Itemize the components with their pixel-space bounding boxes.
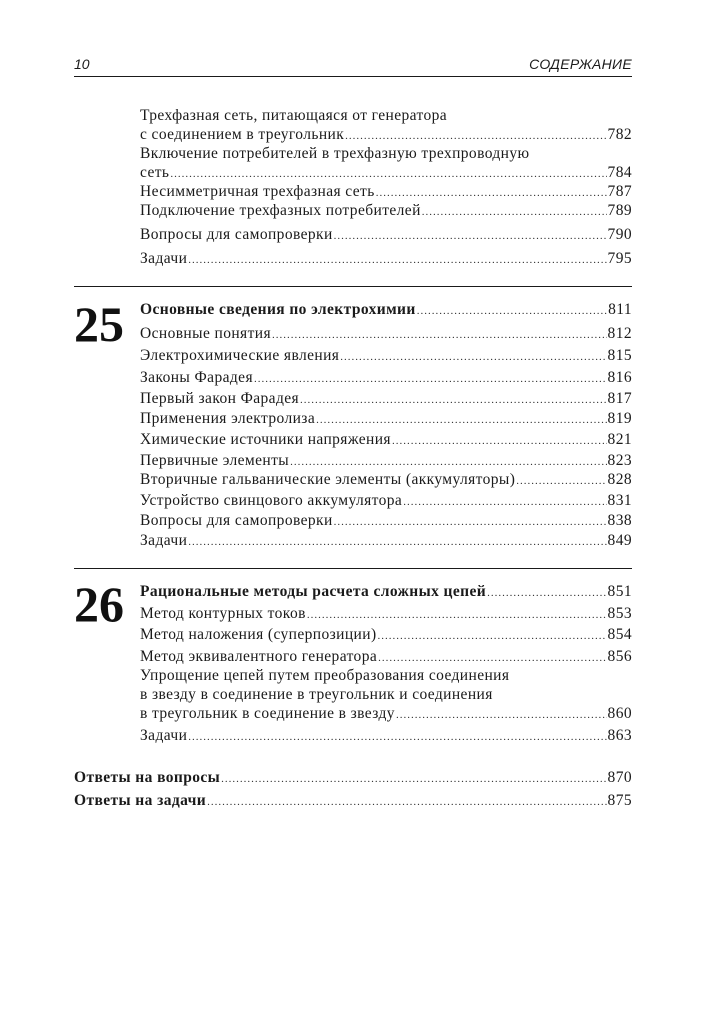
- leader-dots: [188, 728, 606, 747]
- toc-entry[interactable]: [140, 225, 632, 244]
- toc-page-number: 795: [607, 250, 632, 267]
- chapter-number: 25: [74, 296, 124, 352]
- toc-page-number: 875: [607, 792, 632, 809]
- toc-entry-text: Задачи: [140, 532, 188, 549]
- leader-dots: [221, 770, 606, 789]
- toc-page-number: 854: [607, 626, 632, 643]
- toc-entry-text: Применения электролиза: [140, 410, 316, 427]
- header-title: СОДЕРЖАНИЕ: [529, 56, 632, 72]
- toc-entry-text: Включение потребителей в трехфазную трехпроводную: [140, 145, 530, 162]
- toc-entry[interactable]: [140, 249, 632, 268]
- leader-dots: [396, 706, 607, 725]
- header-rule: [74, 76, 632, 77]
- toc-entry-text: Метод эквивалентного генератора: [140, 648, 378, 665]
- toc-entry-text: в треугольник в соединение в звезду: [140, 705, 395, 722]
- toc-page-number: 863: [607, 727, 632, 744]
- toc-page-number: 821: [607, 431, 632, 448]
- toc-page-number: 815: [607, 347, 632, 364]
- leader-dots: [254, 370, 607, 389]
- toc-entry-text: Задачи: [140, 250, 188, 267]
- toc-entry[interactable]: [140, 324, 632, 343]
- toc-entry[interactable]: [140, 368, 632, 387]
- toc-page-number: 823: [607, 452, 632, 469]
- leader-dots: [422, 203, 607, 222]
- toc-entry[interactable]: [140, 511, 632, 530]
- leader-dots: [316, 411, 606, 430]
- toc-entry-text: Упрощение цепей путем преобразования соединения: [140, 667, 510, 684]
- leader-dots: [417, 302, 607, 321]
- toc-entry-text: Основные понятия: [140, 325, 271, 342]
- toc-entry-text: с соединением в треугольник: [140, 126, 345, 143]
- leader-dots: [487, 584, 606, 603]
- chapter-title-entry[interactable]: [140, 300, 632, 319]
- leader-dots: [378, 627, 607, 646]
- toc-entry-text: Вопросы для самопроверки: [140, 512, 333, 529]
- toc-entry[interactable]: [140, 666, 632, 723]
- leader-dots: [340, 348, 606, 367]
- leader-dots: [207, 793, 606, 812]
- toc-entry-text: сеть: [140, 164, 170, 181]
- answers-title: Ответы на задачи: [74, 792, 207, 809]
- toc-entry[interactable]: [140, 346, 632, 365]
- answers-entry[interactable]: [74, 768, 632, 787]
- leader-dots: [300, 391, 607, 410]
- toc-page-number: 816: [607, 369, 632, 386]
- toc-entry-text: Подключение трехфазных потребителей: [140, 202, 421, 219]
- toc-page-number: 856: [607, 648, 632, 665]
- toc-entry[interactable]: [140, 201, 632, 220]
- leader-dots: [516, 472, 606, 491]
- toc-page-number: 831: [607, 492, 632, 509]
- toc-entry-text: Законы Фарадея: [140, 369, 253, 386]
- toc-entry[interactable]: [140, 531, 632, 550]
- leader-dots: [403, 493, 606, 512]
- leader-dots: [307, 606, 607, 625]
- toc-entry[interactable]: [140, 726, 632, 745]
- leader-dots: [334, 513, 607, 532]
- toc-page-number: 817: [607, 390, 632, 407]
- toc-page-number: 811: [608, 301, 632, 318]
- chapter-title: Рациональные методы расчета сложных цепей: [140, 583, 487, 600]
- toc-entry[interactable]: [140, 182, 632, 201]
- toc-entry[interactable]: [140, 389, 632, 408]
- toc-entry-text: Метод наложения (суперпозиции): [140, 626, 377, 643]
- leader-dots: [334, 227, 607, 246]
- leader-dots: [392, 432, 607, 451]
- toc-entry-text: Трехфазная сеть, питающаяся от генератора: [140, 107, 448, 124]
- toc-page-number: 790: [607, 226, 632, 243]
- toc-page-number: 828: [607, 471, 632, 488]
- toc-page-number: 784: [607, 164, 632, 181]
- toc-page-number: 812: [607, 325, 632, 342]
- answers-title: Ответы на вопросы: [74, 769, 221, 786]
- toc-entry-text: Первичные элементы: [140, 452, 290, 469]
- chapter-title: Основные сведения по электрохимии: [140, 301, 416, 318]
- toc-entry[interactable]: [140, 625, 632, 644]
- toc-page-number: 870: [607, 769, 632, 786]
- toc-entry-text: Задачи: [140, 727, 188, 744]
- toc-entry[interactable]: [140, 451, 632, 470]
- toc-page-number: 853: [607, 605, 632, 622]
- leader-dots: [188, 251, 606, 270]
- toc-page-number: 782: [607, 126, 632, 143]
- chapter-number: 26: [74, 576, 124, 632]
- toc-entry-text: в звезду в соединение в треугольник и соединения: [140, 686, 493, 703]
- toc-entry[interactable]: [140, 470, 632, 489]
- toc-page-number: 851: [607, 583, 632, 600]
- toc-entry[interactable]: [140, 106, 632, 144]
- toc-entry[interactable]: [140, 604, 632, 623]
- section-divider: [74, 286, 632, 287]
- running-header: [74, 56, 632, 76]
- toc-entry-text: Электрохимические явления: [140, 347, 340, 364]
- toc-entry-text: Вопросы для самопроверки: [140, 226, 333, 243]
- toc-page-number: 789: [607, 202, 632, 219]
- toc-entry-text: Вторичные гальванические элементы (аккумуляторы): [140, 471, 516, 488]
- toc-entry-text: Метод контурных токов: [140, 605, 306, 622]
- toc-page-number: 787: [607, 183, 632, 200]
- toc-entry[interactable]: [140, 491, 632, 510]
- leader-dots: [272, 326, 607, 345]
- toc-page-number: 849: [607, 532, 632, 549]
- toc-entry-text: Несимметричная трехфазная сеть: [140, 183, 375, 200]
- answers-entry[interactable]: [74, 791, 632, 810]
- toc-entry[interactable]: [140, 409, 632, 428]
- leader-dots: [188, 533, 606, 552]
- toc-entry[interactable]: [140, 647, 632, 666]
- section-divider: [74, 568, 632, 569]
- chapter-title-entry[interactable]: [140, 582, 632, 601]
- toc-entry[interactable]: [140, 144, 632, 182]
- toc-entry-text: Первый закон Фарадея: [140, 390, 300, 407]
- page-number: 10: [74, 56, 90, 72]
- toc-page-number: 838: [607, 512, 632, 529]
- toc-entry[interactable]: [140, 430, 632, 449]
- toc-entry-text: Химические источники напряжения: [140, 431, 391, 448]
- toc-page-number: 860: [607, 705, 632, 722]
- toc-entry-text: Устройство свинцового аккумулятора: [140, 492, 403, 509]
- toc-page-number: 819: [607, 410, 632, 427]
